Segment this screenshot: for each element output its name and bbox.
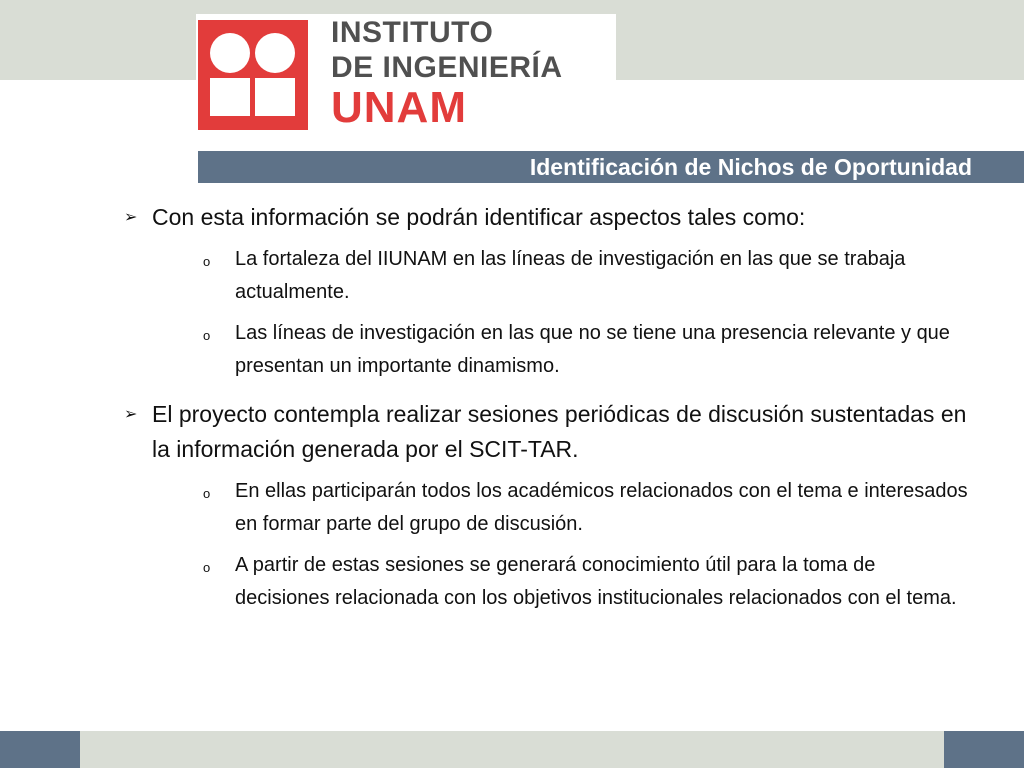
slide-title: Identificación de Nichos de Oportunidad — [529, 154, 972, 180]
bullet-text: El proyecto contempla realizar sesiones periódicas de discusión sustentadas en la información generada por el SCIT-TAR. — [152, 401, 967, 462]
bullet-item — [120, 200, 970, 383]
sub-item — [152, 549, 970, 615]
logo-text-unam: UNAM — [331, 83, 467, 132]
sub-item — [152, 475, 970, 541]
sub-text: En ellas participarán todos los académicos relacionados con el tema e interesados en formar parte del grupo de discusión. — [235, 480, 968, 535]
circle-bullet-icon: o — [203, 254, 211, 269]
sub-text: La fortaleza del IIUNAM en las líneas de investigación en las que se trabaja actualmente. — [235, 248, 906, 303]
arrow-bullet-icon: ➢ — [124, 406, 138, 423]
arrow-bullet-icon: ➢ — [124, 209, 138, 226]
bottom-left-accent — [0, 731, 80, 768]
bottom-band — [0, 731, 1024, 768]
title-bar — [198, 151, 1024, 183]
sub-item — [152, 317, 970, 383]
bullet-text: Con esta información se podrán identificar aspectos tales como: — [152, 204, 806, 230]
slide-content — [120, 200, 970, 615]
sub-list — [152, 475, 970, 615]
sub-item — [152, 243, 970, 309]
logo-text-instituto: INSTITUTO — [331, 16, 494, 49]
sub-text: A partir de estas sesiones se generará conocimiento útil para la toma de decisiones relacionada con los objetivos institucionales relacionados con el tema. — [235, 554, 957, 609]
bottom-right-accent — [944, 731, 1024, 768]
circle-bullet-icon: o — [203, 560, 211, 575]
sub-list — [152, 243, 970, 383]
iiunam-logo-icon — [198, 20, 308, 130]
circle-bullet-icon: o — [203, 486, 211, 501]
bullet-item — [120, 397, 970, 615]
circle-bullet-icon: o — [203, 328, 211, 343]
logo-text-de-ingenieria: DE INGENIERÍA — [331, 51, 563, 84]
sub-text: Las líneas de investigación en las que no se tiene una presencia relevante y que presentan un importante dinamismo. — [235, 322, 950, 377]
